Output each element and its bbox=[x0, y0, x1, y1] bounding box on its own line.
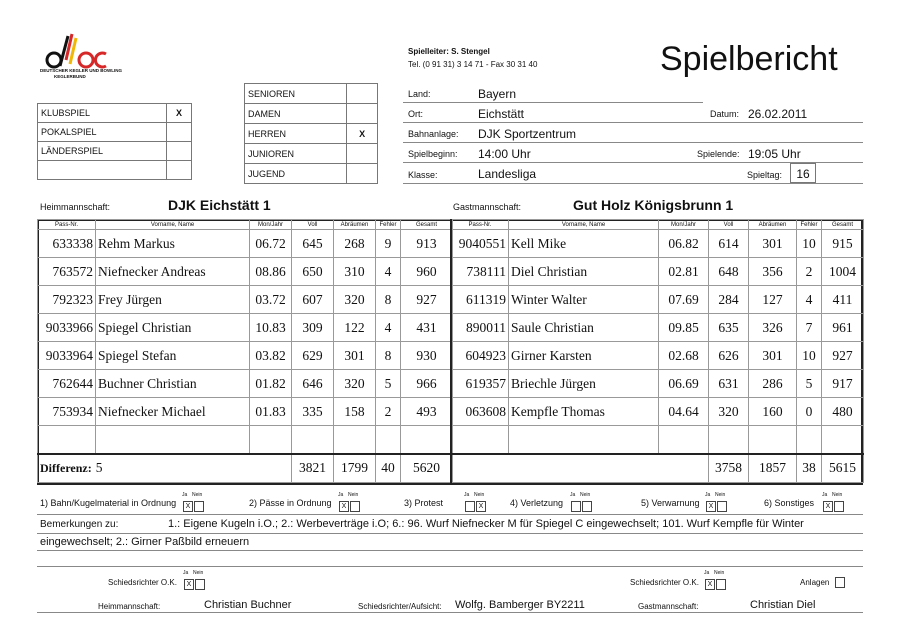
spieltype-label: LÄNDERSPIEL bbox=[38, 142, 167, 161]
player-cell: 301 bbox=[749, 342, 797, 370]
footer-schiri-sign: Wolfg. Bamberger BY2211 bbox=[455, 599, 585, 611]
column-header: Fehler bbox=[376, 220, 401, 230]
player-cell: 480 bbox=[822, 398, 864, 426]
check-ja-box[interactable]: X bbox=[706, 501, 716, 512]
player-cell: 960 bbox=[401, 258, 453, 286]
player-cell: 4 bbox=[376, 258, 401, 286]
player-cell: 927 bbox=[822, 342, 864, 370]
player-cell: 01.82 bbox=[250, 370, 292, 398]
player-cell: 2 bbox=[376, 398, 401, 426]
footer-heim-sign: Christian Buchner bbox=[204, 599, 292, 611]
spielbeginn-value: 14:00 Uhr bbox=[478, 147, 531, 161]
check-boxes: Ja Nein X bbox=[822, 492, 843, 511]
player-cell: 607 bbox=[292, 286, 334, 314]
klasse-value: Landesliga bbox=[478, 167, 537, 181]
player-row bbox=[38, 286, 453, 314]
player-cell: Winter Walter bbox=[509, 286, 659, 314]
player-row bbox=[452, 230, 864, 258]
klasse-option-label: SENIOREN bbox=[245, 84, 347, 104]
column-header: Mon/Jahr bbox=[250, 220, 292, 230]
player-cell: 356 bbox=[749, 258, 797, 286]
player-cell: 792323 bbox=[38, 286, 96, 314]
player-cell: 611319 bbox=[452, 286, 509, 314]
column-header: Vorname, Name bbox=[96, 220, 250, 230]
player-cell: 127 bbox=[749, 286, 797, 314]
footer-heim-label: Heimmannschaft: bbox=[98, 602, 161, 611]
player-row bbox=[452, 398, 864, 426]
spielende-label: Spielende: bbox=[697, 149, 740, 159]
remarks-line-2: eingewechselt; 2.: Girner Paßbild erneuern bbox=[40, 536, 250, 548]
check-label: 5) Verwarnung bbox=[641, 498, 700, 508]
player-cell: 619357 bbox=[452, 370, 509, 398]
player-cell: 284 bbox=[709, 286, 749, 314]
player-cell: 927 bbox=[401, 286, 453, 314]
player-cell: 913 bbox=[401, 230, 453, 258]
total-cell: 5615 bbox=[822, 454, 864, 483]
player-cell: 917 bbox=[822, 370, 864, 398]
column-header-row bbox=[452, 220, 864, 230]
player-cell: 10.83 bbox=[250, 314, 292, 342]
check-label: 4) Verletzung bbox=[510, 498, 564, 508]
player-cell bbox=[659, 426, 709, 454]
spieltype-mark[interactable] bbox=[167, 161, 192, 180]
check-ja-box[interactable]: X bbox=[183, 501, 193, 512]
player-row bbox=[38, 398, 453, 426]
check-ja-box[interactable] bbox=[465, 501, 475, 512]
ort-value: Eichstätt bbox=[478, 107, 525, 121]
klasse-option-mark[interactable] bbox=[347, 164, 378, 184]
klasse-option-mark[interactable] bbox=[347, 144, 378, 164]
footer-gast-label: Gastmannschaft: bbox=[638, 602, 699, 611]
player-cell: 063608 bbox=[452, 398, 509, 426]
total-cell: 5620 bbox=[401, 454, 453, 483]
difference-value: 5 bbox=[95, 460, 103, 476]
player-cell: 286 bbox=[749, 370, 797, 398]
player-cell: 966 bbox=[401, 370, 453, 398]
player-cell: 320 bbox=[709, 398, 749, 426]
player-cell: Rehm Markus bbox=[96, 230, 250, 258]
schiri-ok-left-nein[interactable] bbox=[195, 579, 205, 590]
player-cell: 635 bbox=[709, 314, 749, 342]
player-cell: Buchner Christian bbox=[96, 370, 250, 398]
player-cell: 301 bbox=[749, 230, 797, 258]
spielbeginn-label: Spielbeginn: bbox=[408, 149, 458, 159]
schiri-ok-right-nein[interactable] bbox=[716, 579, 726, 590]
anlagen-checkbox[interactable] bbox=[835, 577, 845, 588]
player-cell: 09.85 bbox=[659, 314, 709, 342]
player-cell: Girner Karsten bbox=[509, 342, 659, 370]
logo-subline-2: KEGLERBUND bbox=[54, 74, 86, 79]
player-row bbox=[38, 426, 453, 454]
klasse-box bbox=[244, 83, 378, 184]
klasse-option-label: JUNIOREN bbox=[245, 144, 347, 164]
total-cell: 38 bbox=[797, 454, 822, 483]
player-row bbox=[452, 314, 864, 342]
spieltype-mark[interactable] bbox=[167, 142, 192, 161]
spieltag-label: Spieltag: bbox=[747, 170, 783, 180]
spieltype-mark[interactable]: X bbox=[167, 104, 192, 123]
klasse-option-mark[interactable]: X bbox=[347, 124, 378, 144]
player-cell: 763572 bbox=[38, 258, 96, 286]
home-score-table bbox=[37, 219, 453, 483]
check-boxes: Ja Nein bbox=[570, 498, 592, 516]
player-cell: 02.81 bbox=[659, 258, 709, 286]
column-header-row bbox=[38, 220, 453, 230]
column-header: Abräumen bbox=[749, 220, 797, 230]
player-cell: 03.72 bbox=[250, 286, 292, 314]
column-header: Fehler bbox=[797, 220, 822, 230]
check-label: 1) Bahn/Kugelmaterial in Ordnung bbox=[40, 498, 177, 508]
check-nein-box[interactable] bbox=[834, 501, 844, 512]
player-cell: 301 bbox=[334, 342, 376, 370]
totals-spacer bbox=[452, 454, 709, 483]
klasse-option-label: DAMEN bbox=[245, 104, 347, 124]
player-row bbox=[452, 258, 864, 286]
player-cell: 4 bbox=[376, 314, 401, 342]
check-ja-box[interactable]: X bbox=[823, 501, 833, 512]
player-cell: Kempfle Thomas bbox=[509, 398, 659, 426]
spieltype-label: KLUBSPIEL bbox=[38, 104, 167, 123]
player-cell: 08.86 bbox=[250, 258, 292, 286]
player-cell: Niefnecker Michael bbox=[96, 398, 250, 426]
anlagen-label: Anlagen bbox=[800, 578, 830, 587]
player-cell: 493 bbox=[401, 398, 453, 426]
spieltype-row bbox=[38, 104, 192, 123]
land-label: Land: bbox=[408, 89, 431, 99]
column-header: Abräumen bbox=[334, 220, 376, 230]
spieltag-value: 16 bbox=[790, 163, 816, 183]
player-cell: 07.69 bbox=[659, 286, 709, 314]
spieltype-mark[interactable] bbox=[167, 123, 192, 142]
klasse-row bbox=[245, 124, 378, 144]
player-cell: 7 bbox=[797, 314, 822, 342]
player-cell: 158 bbox=[334, 398, 376, 426]
datum-label: Datum: bbox=[710, 109, 740, 119]
player-cell bbox=[250, 426, 292, 454]
player-cell bbox=[452, 426, 509, 454]
bahnanlage-label: Bahnanlage: bbox=[408, 129, 459, 139]
total-cell: 3821 bbox=[292, 454, 334, 483]
player-cell bbox=[401, 426, 453, 454]
player-cell: 02.68 bbox=[659, 342, 709, 370]
klasse-option-label: HERREN bbox=[245, 124, 347, 144]
player-cell: Spiegel Stefan bbox=[96, 342, 250, 370]
player-cell: Saule Christian bbox=[509, 314, 659, 342]
total-cell: 3758 bbox=[709, 454, 749, 483]
heim-team: DJK Eichstätt 1 bbox=[168, 197, 271, 213]
player-cell: 9033964 bbox=[38, 342, 96, 370]
column-header: Vorname, Name bbox=[509, 220, 659, 230]
player-cell bbox=[292, 426, 334, 454]
player-cell: 320 bbox=[334, 370, 376, 398]
remarks-label: Bemerkungen zu: bbox=[40, 519, 119, 530]
player-cell: 326 bbox=[749, 314, 797, 342]
player-cell bbox=[96, 426, 250, 454]
player-cell bbox=[38, 426, 96, 454]
player-cell bbox=[334, 426, 376, 454]
player-cell: 961 bbox=[822, 314, 864, 342]
klasse-row bbox=[245, 84, 378, 104]
player-row bbox=[38, 370, 453, 398]
player-cell: Briechle Jürgen bbox=[509, 370, 659, 398]
player-cell bbox=[376, 426, 401, 454]
dkbc-logo bbox=[40, 28, 120, 83]
total-cell: 1857 bbox=[749, 454, 797, 483]
player-cell: 01.83 bbox=[250, 398, 292, 426]
spieltype-label bbox=[38, 161, 167, 180]
gast-label: Gastmannschaft: bbox=[453, 202, 522, 212]
player-cell: 646 bbox=[292, 370, 334, 398]
difference-label: Differenz: bbox=[40, 461, 92, 476]
player-cell: 8 bbox=[376, 342, 401, 370]
player-cell: 411 bbox=[822, 286, 864, 314]
check-boxes: Ja Nein X bbox=[464, 492, 485, 511]
check-nein-box[interactable] bbox=[350, 501, 360, 512]
ort-label: Ort: bbox=[408, 109, 423, 119]
player-cell: 5 bbox=[797, 370, 822, 398]
footer-gast-sign: Christian Diel bbox=[750, 599, 816, 611]
player-cell: 309 bbox=[292, 314, 334, 342]
player-cell: Spiegel Christian bbox=[96, 314, 250, 342]
player-cell: 8 bbox=[376, 286, 401, 314]
player-cell: 738111 bbox=[452, 258, 509, 286]
remarks-line-1: 1.: Eigene Kugeln i.O.; 2.: Werbeverträge i.O; 6.: 96. Wurf Niefnecker M für Spiegel C eingewechselt; 101. Wurf Kempfle für Winter bbox=[168, 518, 804, 530]
player-cell: 629 bbox=[292, 342, 334, 370]
check-boxes: Ja Nein X bbox=[182, 492, 203, 511]
player-cell: 04.64 bbox=[659, 398, 709, 426]
player-cell: 762644 bbox=[38, 370, 96, 398]
player-cell: 2 bbox=[797, 258, 822, 286]
schiri-ok-left-ja[interactable]: X bbox=[184, 579, 194, 590]
total-cell: 1799 bbox=[334, 454, 376, 483]
player-cell: 930 bbox=[401, 342, 453, 370]
spielende-value: 19:05 Uhr bbox=[748, 147, 801, 161]
player-cell: 06.72 bbox=[250, 230, 292, 258]
klasse-row bbox=[245, 144, 378, 164]
footer-schiri-label: Schiedsrichter/Aufsicht: bbox=[358, 602, 442, 611]
schiri-ok-label-right: Schiedsrichter O.K. bbox=[630, 578, 699, 587]
check-nein-box[interactable] bbox=[582, 501, 592, 512]
check-ja-box[interactable] bbox=[571, 501, 581, 512]
logo-subline: DEUTSCHER KEGLER UND BOWLING bbox=[40, 68, 122, 73]
spielleiter-tel: Tel. (0 91 31) 3 14 71 - Fax 30 31 40 bbox=[408, 60, 538, 69]
klasse-label: Klasse: bbox=[408, 170, 438, 180]
player-cell: 633338 bbox=[38, 230, 96, 258]
schiri-ok-right-checks: Ja Nein X bbox=[704, 570, 725, 589]
player-cell: 1004 bbox=[822, 258, 864, 286]
check-boxes: Ja Nein X bbox=[338, 492, 359, 511]
check-label: 2) Pässe in Ordnung bbox=[249, 498, 332, 508]
player-cell: 320 bbox=[334, 286, 376, 314]
player-cell: 631 bbox=[709, 370, 749, 398]
totals-row bbox=[452, 454, 864, 483]
spieltype-label: POKALSPIEL bbox=[38, 123, 167, 142]
player-cell bbox=[797, 426, 822, 454]
klasse-row bbox=[245, 164, 378, 184]
player-cell: 10 bbox=[797, 230, 822, 258]
player-cell: 160 bbox=[749, 398, 797, 426]
player-cell bbox=[509, 426, 659, 454]
player-cell: 431 bbox=[401, 314, 453, 342]
difference-cell bbox=[38, 454, 292, 483]
spielleiter: Spielleiter: S. Stengel bbox=[408, 47, 490, 56]
player-row bbox=[452, 426, 864, 454]
player-cell: 9 bbox=[376, 230, 401, 258]
klasse-option-mark[interactable] bbox=[347, 104, 378, 124]
player-cell: Niefnecker Andreas bbox=[96, 258, 250, 286]
check-ja-box[interactable]: X bbox=[339, 501, 349, 512]
player-cell: 335 bbox=[292, 398, 334, 426]
player-row bbox=[452, 342, 864, 370]
schiri-ok-label-left: Schiedsrichter O.K. bbox=[108, 578, 177, 587]
spieltype-row bbox=[38, 123, 192, 142]
player-row bbox=[38, 230, 453, 258]
check-label: 3) Protest bbox=[404, 498, 444, 508]
player-row bbox=[38, 258, 453, 286]
player-cell: 626 bbox=[709, 342, 749, 370]
player-cell bbox=[749, 426, 797, 454]
player-cell: 753934 bbox=[38, 398, 96, 426]
player-cell: 10 bbox=[797, 342, 822, 370]
column-header: Voll bbox=[709, 220, 749, 230]
player-cell: 9040551 bbox=[452, 230, 509, 258]
player-cell: 06.69 bbox=[659, 370, 709, 398]
column-header: Gesamt bbox=[401, 220, 453, 230]
player-cell: 890011 bbox=[452, 314, 509, 342]
player-cell: 268 bbox=[334, 230, 376, 258]
klasse-option-mark[interactable] bbox=[347, 84, 378, 104]
land-value: Bayern bbox=[478, 87, 517, 101]
total-cell: 40 bbox=[376, 454, 401, 483]
player-cell: 650 bbox=[292, 258, 334, 286]
column-header: Voll bbox=[292, 220, 334, 230]
klasse-option-label: JUGEND bbox=[245, 164, 347, 184]
player-cell: 4 bbox=[797, 286, 822, 314]
schiri-ok-left-checks: Ja Nein X bbox=[183, 570, 204, 589]
spieltype-box bbox=[37, 103, 192, 180]
player-cell: 03.82 bbox=[250, 342, 292, 370]
player-cell bbox=[709, 426, 749, 454]
schiri-ok-right-ja[interactable]: X bbox=[705, 579, 715, 590]
column-header: Pass-Nr. bbox=[38, 220, 96, 230]
player-cell: Frey Jürgen bbox=[96, 286, 250, 314]
klasse-row bbox=[245, 104, 378, 124]
player-row bbox=[452, 370, 864, 398]
column-header: Mon/Jahr bbox=[659, 220, 709, 230]
spieltype-row bbox=[38, 161, 192, 180]
player-cell: 614 bbox=[709, 230, 749, 258]
guest-score-table bbox=[451, 219, 864, 483]
player-cell: 604923 bbox=[452, 342, 509, 370]
datum-value: 26.02.2011 bbox=[748, 107, 808, 121]
check-nein-box[interactable]: X bbox=[476, 501, 486, 512]
player-cell: 9033966 bbox=[38, 314, 96, 342]
check-nein-box[interactable] bbox=[194, 501, 204, 512]
check-label: 6) Sonstiges bbox=[764, 498, 815, 508]
page-title: Spielbericht bbox=[660, 40, 838, 78]
player-row bbox=[452, 286, 864, 314]
player-cell: Kell Mike bbox=[509, 230, 659, 258]
player-cell bbox=[822, 426, 864, 454]
player-cell: 915 bbox=[822, 230, 864, 258]
player-cell: 310 bbox=[334, 258, 376, 286]
player-cell: Diel Christian bbox=[509, 258, 659, 286]
gast-team: Gut Holz Königsbrunn 1 bbox=[573, 197, 734, 213]
check-boxes: Ja Nein X bbox=[705, 492, 726, 511]
player-cell: 06.82 bbox=[659, 230, 709, 258]
heim-label: Heimmannschaft: bbox=[40, 202, 111, 212]
player-row bbox=[38, 314, 453, 342]
totals-row bbox=[38, 454, 453, 483]
player-cell: 5 bbox=[376, 370, 401, 398]
check-nein-box[interactable] bbox=[717, 501, 727, 512]
column-header: Gesamt bbox=[822, 220, 864, 230]
player-row bbox=[38, 342, 453, 370]
spieltype-row bbox=[38, 142, 192, 161]
player-cell: 122 bbox=[334, 314, 376, 342]
column-header: Pass-Nr. bbox=[452, 220, 509, 230]
player-cell: 645 bbox=[292, 230, 334, 258]
player-cell: 0 bbox=[797, 398, 822, 426]
player-cell: 648 bbox=[709, 258, 749, 286]
bahnanlage-value: DJK Sportzentrum bbox=[478, 127, 577, 141]
